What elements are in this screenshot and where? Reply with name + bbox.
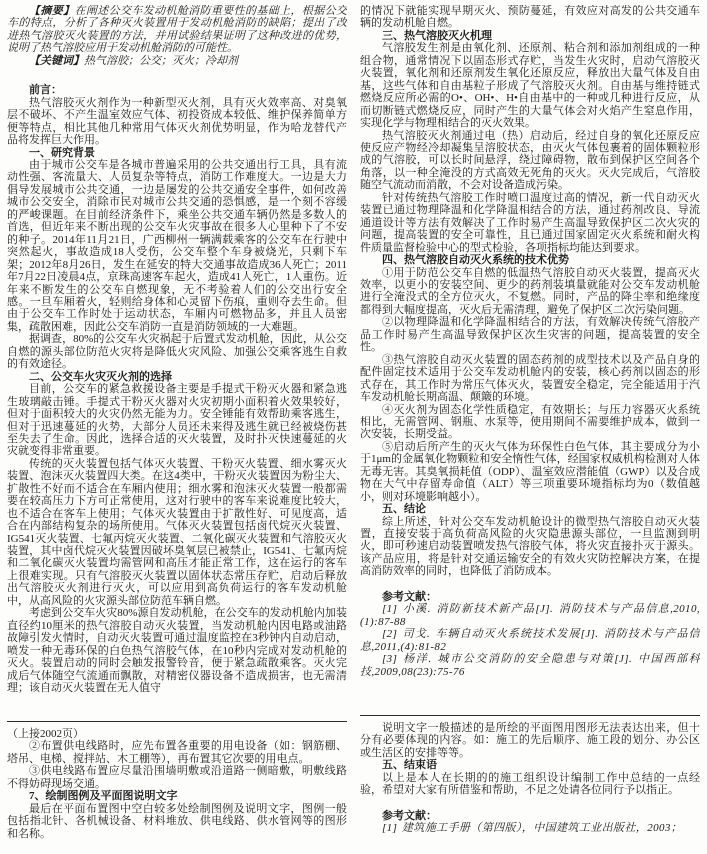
body-paragraph: 考虑到公交车火灾80%源自发动机舱，在公交车的发动机舱内加装直径约10厘米的热气溶胶自动灭火装置，当发动机舱内因电路或油路故障引发火情时，自动灭火装置可通过温度监控在3秒钟内自动启动，喷发一种无毒环保的白色热气溶胶气体，在10秒内完成对发动机舱的灭火。装置启动的同时会触发报警铃音，便于紧急疏散乘客。灭火完成后气体随空气流通而飘散，对精密仪器设备不造成损害，也无需清理；该自动灭火装置在无人值守 — [7, 607, 347, 695]
body-paragraph: 气溶胶发生剂是由氧化剂、还原剂、粘合剂和添加剂组成的一种组合物，通常情况下以固态形式存贮，当发生火灾时，启动气溶胶灭火装置，氧化剂和还原剂发生氧化还原反应，释放出大量气体及自由基，这些气体和自由基粒子形成了气溶胶灭火剂。自由基与维持链式燃烧反应所必需的O•、OH•、H•自由基中的一种或几种进行反应，从而切断链式燃烧反应，同时产生的大量气体会对火焰产生窒息作用，实现化学与物理相结合的灭火效果。 — [360, 42, 700, 130]
body-paragraph: 目前，公交车的紧急救援设备主要是手提式干粉灭火器和紧急逃生玻璃敲击锤。手提式干粉灭火器对火灾初期小面积着火效果较好，但对于面积较大的火灾仍然无能为力。安全锤能有效帮助乘客逃生，但对于迅速蔓延的火势，大部分人员还未来得及逃生就已经被烧伤甚至失去了生命。因此，选择合适的灭火装置，及时扑灭快速蔓延的火灾就变得非常重要。 — [7, 383, 347, 458]
continued-article-right — [360, 720, 700, 850]
article-left-body — [7, 84, 347, 694]
body-paragraph: ③供电线路布置应尽量沿围墙明敷或沿道路一侧暗敷，明敷线路不得妨碍现场交通。 — [7, 765, 347, 790]
spacer — [360, 797, 700, 810]
spacer — [360, 578, 700, 591]
body-paragraph: ⑤启动后所产生的灭火气体为环保性白色气体，其主要成分为小于1μm的金属氧化物颗粒和安全惰性气体，经国家权威机构检测对人体无毒无害。其臭氧损耗值（ODP）、温室效应潜能值（GWP）以及合成物在大气中存留寿命值（ALT）等三项重要环境指标均为0（数值越小，则对环境影响越小）。 — [360, 440, 700, 503]
section-heading: 五、结束语 — [382, 759, 437, 772]
section-heading: 四、热气溶胶自动灭火系统的技术优势 — [382, 254, 569, 267]
body-paragraph: 针对传统热气溶胶工作时喷口温度过高的情况，新一代自动灭火装置已通过物理降温和化学降温相结合的方法，通过药剂改良、导流通道设计等方法有效解决了工作时易产生高温导致保护区二次火灾的问题，提高装置的安全可靠性，且已通过国家固定灭火系统和耐火构件质量监督检验中心的型式检验，各项指标均能达到要求。 — [360, 191, 700, 254]
keywords-label: 【关键词】 — [29, 54, 84, 67]
section-heading: 三、热气溶胶灭火机理 — [382, 29, 492, 42]
section-heading: 参考文献： — [382, 809, 437, 822]
body-paragraph: ②布置供电线路时，应先布置各重要的用电设备（如：钢筋棚、塔吊、电梯、搅拌站、木工棚等），再布置其它次要的用电点。 — [7, 740, 347, 765]
abstract-paragraph — [7, 5, 347, 55]
continued-article-left — [7, 726, 347, 850]
body-paragraph: 以上是本人在长期的的施工组织设计编制工作中总结的一点经验，希望对大家有所借鉴和帮助，不足之处请各位同行予以指正。 — [360, 771, 700, 797]
section-heading: 五、结论 — [382, 503, 426, 516]
continued-left-body — [7, 740, 347, 840]
body-paragraph: ③热气溶胶自动灭火装置的固态药剂的成型技术以及产品自身的配件固定技术适用于公交车发动机舱内的安装，核心药剂以固态的形式存在，其工作时为常压气体灭火，装置安全稳定，完全能适用于汽车发动机舱长期高温、颠簸的环境。 — [360, 353, 700, 404]
abstract-text: 在阐述公交车发动机舱消防重要性的基础上，根据公交车的特点，分析了各种灭火装置用于发动机舱消防的缺陷；提出了改进热气溶胶灭火装置的方法，并用试验结果证明了这种改进的优势，说明了热气溶胶应用于发动机舱消防的可能性。 — [7, 5, 347, 55]
two-column-layout — [7, 5, 700, 850]
body-paragraph: 据调查，80%的公交车火灾祸起于后置式发动机舱，因此，从公交自燃的源头部位防范火灾将是降低火灾风险、加强公交乘客逃生自救的有效途径。 — [7, 333, 347, 371]
keywords-paragraph — [7, 55, 347, 67]
body-paragraph: 最后在平面布置图中空白较多处绘制图例及说明文字，图例一般包括指北针、各机械设备、材料堆放、供电线路、供水管网等的图形和名称。 — [7, 802, 347, 840]
reference-item: [3] 杨洋. 城市公交消防的安全隐患与对策[J]. 中国西部科技,2009,08(23):75-76 — [360, 653, 700, 678]
section-heading: 前言： — [29, 84, 62, 97]
section-heading: 二、公交车火灾灭火剂的选择 — [29, 370, 172, 383]
article-right-body — [360, 5, 700, 678]
article-right-column — [360, 5, 700, 713]
abstract-label: 【摘要】 — [29, 5, 75, 17]
body-paragraph: 说明文字一般描述的是所绘的平面图用图形无法表达出来，但十分有必要体现的内容。如：施工的先后顺序、施工段的划分、办公区或生活区的安排等等。 — [360, 722, 700, 759]
body-paragraph: ①用于防范公交车自燃的低温热气溶胶自动灭火装置，提高灭火效率，以更小的安装空间、更少的药剂装填量就能对公交车发动机舱进行全淹没式的全方位灭火，不复燃。同时，产品的降尘率和绝缘度都得到大幅度提高，灭火后无需清理，避免了保护区二次污染问题。 — [360, 266, 700, 316]
body-paragraph: 由于城市公交车是各城市普遍采用的公共交通出行工具，具有流动性强、客流量大、人员复杂等特点，消防工作难度大。一边是大力倡导发展城市公共交通，一边是屡发的公共交通安全事件，如何改善城市公交安全，消除市民对城市公共交通的恐惧感，是一个刻不容缓的严峻课题。在目前经济条件下，乘坐公共交通车辆仍然是多数人的首选，但近年来不断出现的公交车火灾事故在很多人心里种下了不安的种子。2014年11月21日，广西柳州一辆满载乘客的公交车在行驶中突然起火，事故造成18人受伤，公交车整个车身被烧光，只剩下车架；2012年8月26日，发生在延安的特大交通事故造成36人死亡；2011年7月22日凌晨4点，京珠高速客车起火，造成41人死亡，1人重伤。近年来不断发生的公交车自燃现象，无不考验着人们的公交出行安全感。一旦车厢着火，轻则给身体和心灵留下伤痕，重则夺去生命。但由于公交车工作时处于运动状态，车厢内可燃物品多，并且人员密集，疏散困难，因此公交车消防一直是消防领域的一大难题。 — [7, 158, 347, 333]
article-left-column — [7, 5, 347, 719]
body-paragraph: 综上所述，针对公交车发动机舱设计的微型热气溶胶自动灭火装置，直接安装于高负荷高风险的火灾隐患源头部位，一旦监测到明火，即可秒速启动装置喷发热气溶胶气体，将火灾直接扑灭于源头。该产品应用，将是针对交通运输安全的有效火灾防控解决方案，在提高消防效率的同时，也降低了消防成本。 — [360, 515, 700, 578]
right-column-divider — [360, 715, 700, 716]
body-paragraph: ④灭火剂为固态化学性质稳定，有效期长；与压力容器灭火系统相比，无需管网、钢瓶、水泵等，使用期间不需要维护成本，做到一次安装，长期受益。 — [360, 403, 700, 441]
reference-item: [1] 小溪. 消防新技术新产品[J]. 消防技术与产品信息,2010,(1):87-88 — [360, 603, 700, 628]
body-paragraph: 传统的灭火装置包括气体灭火装置、干粉灭火装置、细水雾灭火装置、泡沫灭火装置四大类。在这4类中，干粉灭火装置因为粉尘大、扩散性不好而不适合在车厢内使用；细水雾和泡沫灭火装置一般都需要在较高压力下方可正常使用，这对行驶中的客车来说难度比较大，也不适合在客车上使用；气体灭火装置由于扩散性好、可见度高，适合在内部结构复杂的场所使用。气体灭火装置包括卤代烷灭火装置、IG541灭火装置、七氟丙烷灭火装置、二氧化碳灭火装置和气溶胶灭火装置，其中卤代烷灭火装置因破坏臭氧层已被禁止，IG541、七氟丙烷和二氧化碳灭火装置均需管网和高压才能正常工作，这在运行的客车上很难实现。只有气溶胶灭火装置以固体状态常压存贮，启动后释放出气溶胶灭火剂进行灭火，可以应用到高负荷运行的客车发动机舱中，从高风险的火灾源头部位防范车辆自燃。 — [7, 457, 347, 607]
body-paragraph: 热气溶胶灭火剂作为一种新型灭火剂，具有灭火效率高、对臭氧层不破坏、不产生温室效应气体、初投资成本较低、维护保养简单方便等特点，相比其他几种常用气体灭火剂优势明显，作为哈龙替代产品将发挥巨大作用。 — [7, 96, 347, 147]
section-heading: 7、绘制图例及平面图说明文字 — [29, 790, 178, 803]
section-heading: 参考文献： — [382, 590, 437, 603]
continued-right-body — [360, 722, 700, 835]
reference-item: [2] 司戈. 车辆自动灭火系统技术发展[J]. 消防技术与产品信息,2011,(4):81-82 — [360, 628, 700, 653]
body-paragraph: ②以物理降温和化学降温相结合的方法，有效解决传统气溶胶产品工作时易产生高温导致保护区次生灾害的问题，提高装置的安全性。 — [360, 316, 700, 354]
left-column-divider — [7, 721, 347, 722]
continued-from-note: （上接2002页） — [7, 728, 84, 740]
right-column — [360, 5, 700, 850]
body-paragraph: 的情况下就能实现早期灭火、预防蔓延，有效应对高发的公共交通车辆的发动机舱自燃。 — [360, 5, 700, 30]
left-column — [7, 5, 347, 850]
reference-item: [1] 建筑施工手册（第四版），中国建筑工业出版社，2003； — [382, 822, 683, 835]
body-paragraph: 热气溶胶灭火剂通过电（热）启动后，经过自身的氧化还原反应使反应产物经冷却凝集呈溶胶状态，由灭火气体包裹着的固体颗粒形成的气溶胶，可以长时间悬浮，绕过障碍物，散布到保护区空间各个角落，以一种全淹没的方式高效无死角的灭火。灭火完成后，气溶胶随空气流动而消散，不会对设备造成污染。 — [360, 129, 700, 192]
keywords-text: 热气溶胶；公交；灭火；冷却剂 — [84, 54, 238, 67]
section-heading: 一、研究背景 — [29, 146, 95, 159]
